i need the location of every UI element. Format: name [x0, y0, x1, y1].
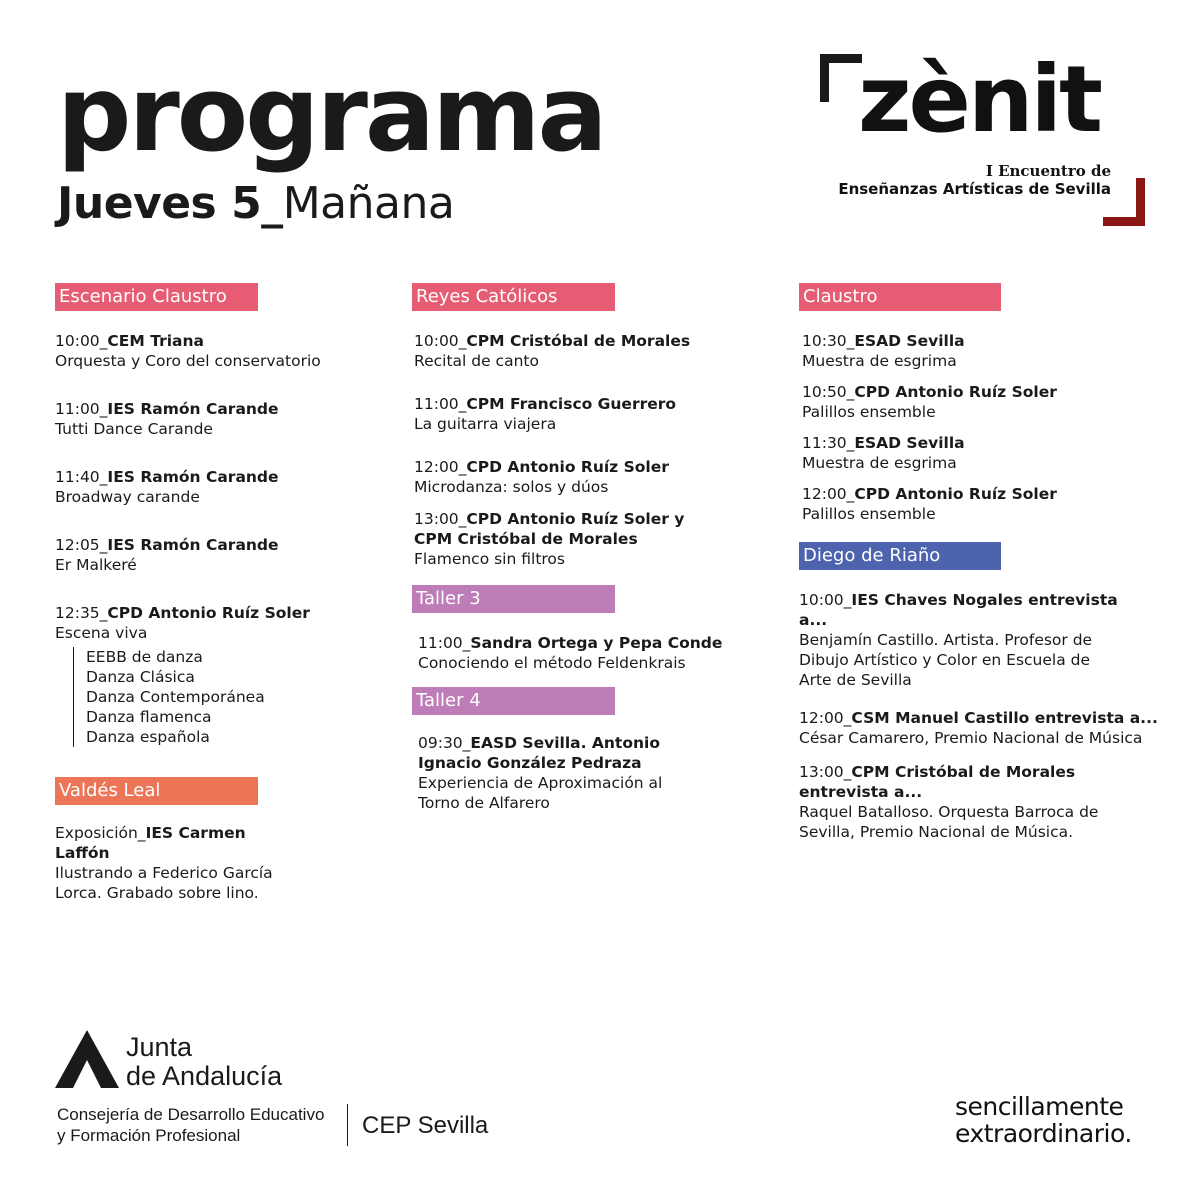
page-subtitle: [57, 180, 454, 228]
consejeria-line2: y Formación Profesional: [57, 1126, 241, 1145]
consejeria-name: [57, 1104, 324, 1146]
column-3: [799, 283, 1159, 842]
venue-tag-claustro: Claustro: [799, 283, 1001, 311]
event-org: IES Ramón Carande: [107, 468, 279, 486]
event-item: [412, 509, 697, 569]
event-desc: Recital de canto: [414, 352, 539, 370]
event-item: [55, 823, 305, 903]
event-desc: Flamenco sin filtros: [414, 550, 565, 568]
event-desc: César Camarero, Premio Nacional de Música: [799, 729, 1143, 747]
logo-bracket-top-v: [820, 54, 829, 102]
sublist-item: Danza Clásica: [86, 668, 195, 686]
event-org: CPD Antonio Ruíz Soler: [854, 383, 1057, 401]
event-org: EASD Sevilla. Antonio Ignacio González Pedraza: [418, 734, 660, 772]
event-org: CEM Triana: [107, 332, 204, 350]
slogan-line1: sencillamente: [955, 1092, 1124, 1121]
event-time: 12:35_: [55, 604, 108, 622]
event-org: CPD Antonio Ruíz Soler: [466, 458, 669, 476]
event-sublist: [73, 647, 355, 747]
event-desc: Experiencia de Aproximación al Torno de Alfarero: [418, 774, 663, 812]
page-title: programa: [57, 53, 605, 175]
event-time: 13:00_: [414, 510, 467, 528]
event-item: [412, 457, 732, 497]
cep-sevilla: CEP Sevilla: [362, 1112, 489, 1139]
event-org: CPM Cristóbal de Morales entrevista a...: [799, 763, 1076, 801]
subtitle-day: Jueves 5_: [57, 178, 283, 229]
event-org: IES Ramón Carande: [107, 536, 279, 554]
event-org: CSM Manuel Castillo entrevista a...: [851, 709, 1158, 727]
event-org: CPD Antonio Ruíz Soler y CPM Cristóbal de Morales: [414, 510, 685, 548]
event-desc: Er Malkeré: [55, 556, 137, 574]
consejeria-line1: Consejería de Desarrollo Educativo: [57, 1105, 325, 1124]
logo-wordmark: zènit: [858, 46, 1100, 153]
venue-tag-escenario-claustro: Escenario Claustro: [55, 283, 258, 311]
junta-name-line2: de Andalucía: [126, 1061, 283, 1091]
slogan: [955, 1093, 1132, 1147]
event-time: 12:00_: [414, 458, 467, 476]
event-time: 12:05_: [55, 536, 108, 554]
event-time: 09:30_: [418, 734, 471, 752]
event-desc: Benjamín Castillo. Artista. Profesor de Dibujo Artístico y Color en Escuela de Arte de Sevilla: [799, 631, 1093, 689]
venue-tag-taller-4: Taller 4: [412, 687, 615, 715]
event-org: IES Chaves Nogales entrevista a...: [799, 591, 1118, 629]
event-time: 11:40_: [55, 468, 108, 486]
column-1: [55, 283, 355, 903]
event-time: 10:00_: [799, 591, 852, 609]
event-org: CPM Cristóbal de Morales: [466, 332, 691, 350]
venue-tag-reyes-catolicos: Reyes Católicos: [412, 283, 615, 311]
event-time: 10:00_: [414, 332, 467, 350]
logo-bracket-bottom-v: [1136, 178, 1145, 226]
event-time: 11:00_: [414, 395, 467, 413]
event-time: 10:30_: [802, 332, 855, 350]
venue-tag-valdes-leal: Valdés Leal: [55, 777, 258, 805]
event-item: [799, 331, 1159, 371]
junta-name: [126, 1033, 282, 1091]
event-item: [799, 762, 1099, 842]
event-item: [799, 382, 1159, 422]
event-time: 10:50_: [802, 383, 855, 401]
event-desc: Palillos ensemble: [802, 403, 936, 421]
event-org: CPD Antonio Ruíz Soler: [854, 485, 1057, 503]
event-time: 11:00_: [55, 400, 108, 418]
event-time: Exposición_: [55, 824, 146, 842]
event-desc: Muestra de esgrima: [802, 454, 957, 472]
event-item: [412, 733, 722, 813]
event-org: IES Carmen Laffón: [55, 824, 246, 862]
sublist-item: EEBB de danza: [86, 648, 203, 666]
event-desc: Orquesta y Coro del conservatorio: [55, 352, 321, 370]
event-org: ESAD Sevilla: [854, 434, 965, 452]
event-item: [55, 399, 355, 439]
event-desc: Muestra de esgrima: [802, 352, 957, 370]
event-time: 12:00_: [799, 709, 852, 727]
event-item: [412, 633, 732, 673]
sublist-item: Danza Contemporánea: [86, 688, 265, 706]
event-item: [55, 603, 355, 747]
slogan-line2: extraordinario.: [955, 1119, 1132, 1148]
sublist-item: Danza española: [86, 728, 210, 746]
logo-tagline-1: I Encuentro de: [985, 162, 1111, 180]
event-desc: Conociendo el método Feldenkrais: [418, 654, 686, 672]
event-org: CPD Antonio Ruíz Soler: [107, 604, 310, 622]
event-item: [799, 484, 1159, 524]
event-org: CPM Francisco Guerrero: [466, 395, 677, 413]
venue-tag-diego-de-riano: Diego de Riaño: [799, 542, 1001, 570]
event-desc: Broadway carande: [55, 488, 200, 506]
zenit-logo: [820, 46, 1145, 226]
event-desc: Ilustrando a Federico García Lorca. Grabado sobre lino.: [55, 864, 273, 902]
event-desc: Microdanza: solos y dúos: [414, 478, 609, 496]
event-desc: Tutti Dance Carande: [55, 420, 213, 438]
subtitle-period: Mañana: [282, 178, 455, 229]
event-org: ESAD Sevilla: [854, 332, 965, 350]
junta-name-line1: Junta: [126, 1032, 193, 1062]
event-time: 10:00_: [55, 332, 108, 350]
event-desc: Raquel Batalloso. Orquesta Barroca de Sevilla, Premio Nacional de Música.: [799, 803, 1099, 841]
event-desc: Palillos ensemble: [802, 505, 936, 523]
event-item: [55, 535, 355, 575]
junta-andalucia-icon: [55, 1030, 119, 1088]
event-time: 11:30_: [802, 434, 855, 452]
footer-divider: [347, 1104, 348, 1146]
event-time: 11:00_: [418, 634, 471, 652]
event-org: IES Ramón Carande: [107, 400, 279, 418]
event-item: [55, 467, 355, 507]
column-2: [412, 283, 732, 813]
event-item: [55, 331, 355, 371]
logo-tagline-2: Enseñanzas Artísticas de Sevilla: [838, 180, 1111, 198]
event-item: [799, 433, 1159, 473]
event-item: [799, 708, 1159, 748]
event-org: Sandra Ortega y Pepa Conde: [470, 634, 723, 652]
event-item: [412, 331, 732, 371]
event-item: [799, 590, 1139, 690]
event-time: 12:00_: [802, 485, 855, 503]
venue-tag-taller-3: Taller 3: [412, 585, 615, 613]
event-time: 13:00_: [799, 763, 852, 781]
event-desc: La guitarra viajera: [414, 415, 557, 433]
event-item: [412, 394, 732, 434]
sublist-item: Danza flamenca: [86, 708, 212, 726]
event-desc: Escena viva: [55, 624, 148, 642]
